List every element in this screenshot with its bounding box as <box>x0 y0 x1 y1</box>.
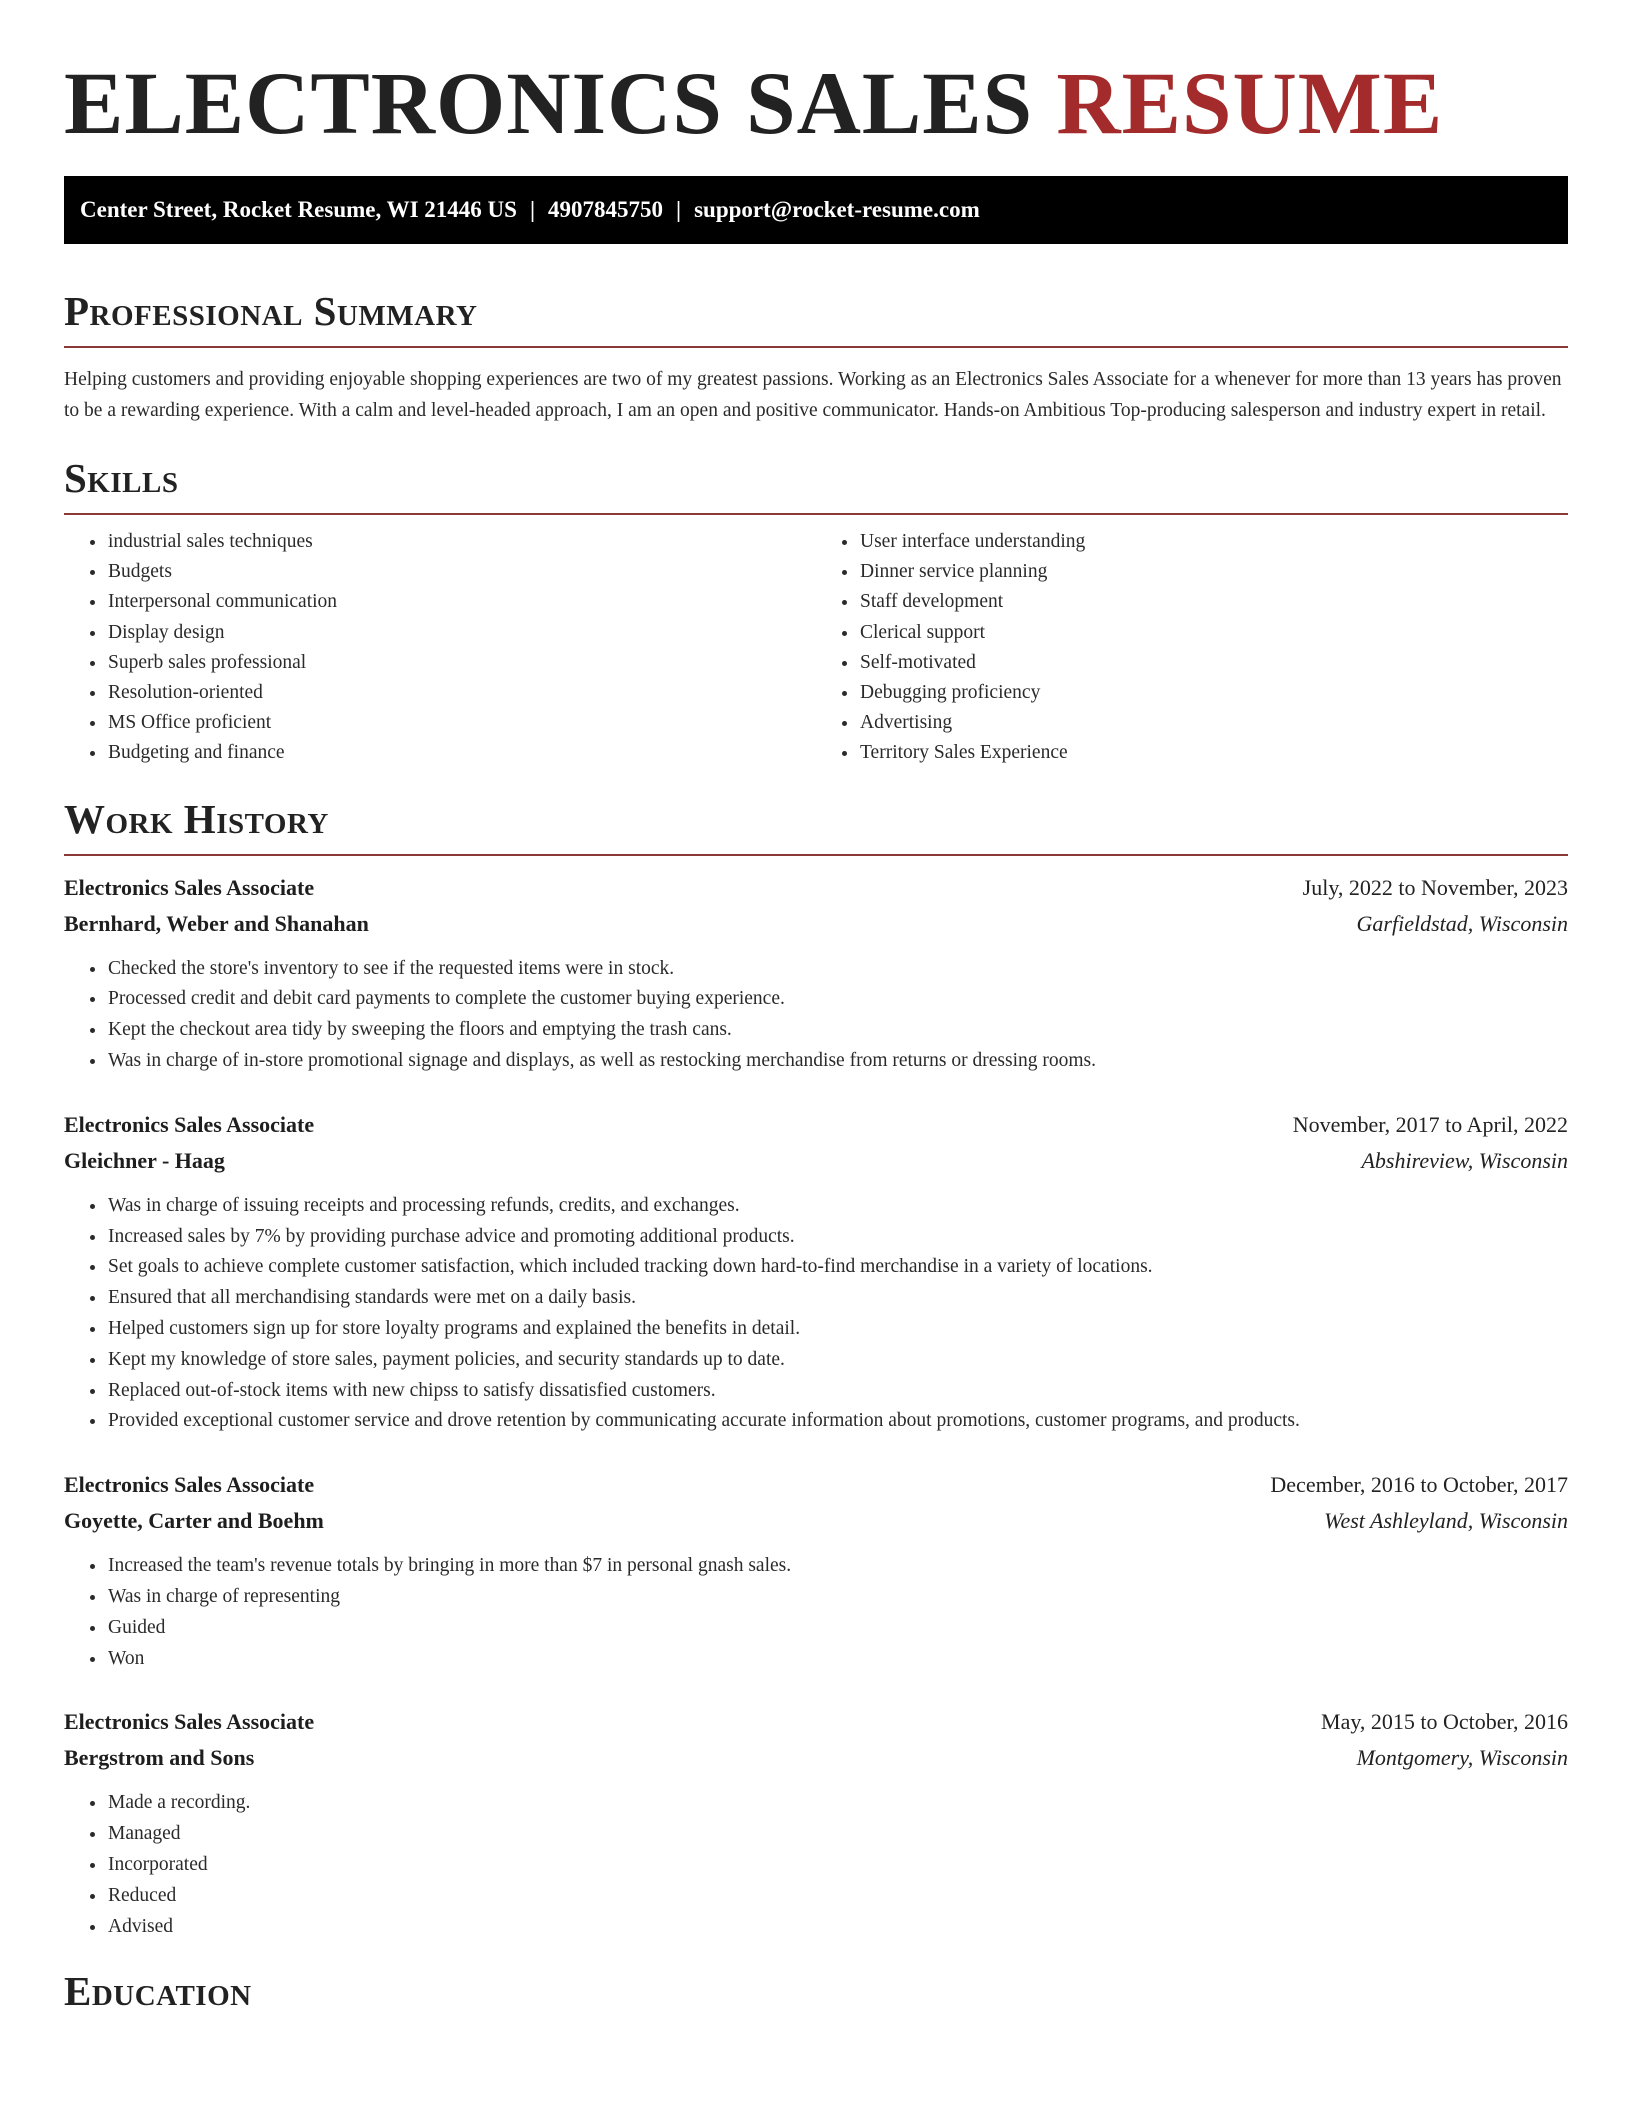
skills-heading: Skills <box>64 455 179 501</box>
work-history-heading: Work History <box>64 795 329 842</box>
job-bullet-list <box>64 1788 1568 1942</box>
skill-item: • Debugging proficiency <box>859 678 1568 708</box>
job-bullet: • Checked the store's inventory to see if the requested items were in stock. <box>107 954 1568 985</box>
resume-title <box>64 0 1568 154</box>
education-heading: Education <box>64 1968 252 2015</box>
job-entry <box>64 1107 1568 1437</box>
job-bullet: • Was in charge of in-store promotional signage and displays, as well as restocking merchandise from returns or dressing rooms. <box>107 1046 1568 1077</box>
job-bullet: • Kept my knowledge of store sales, payment policies, and security standards up to date. <box>107 1345 1568 1376</box>
resume-title-main: ELECTRONICS SALES <box>64 55 1034 153</box>
job-entry <box>64 1704 1568 1942</box>
job-bullet: • Advised <box>107 1912 1568 1943</box>
job-company-row <box>64 1143 1568 1179</box>
skill-item: • Territory Sales Experience <box>859 738 1568 768</box>
job-bullet-list <box>64 1191 1568 1437</box>
skill-item: • industrial sales techniques <box>107 527 816 557</box>
job-bullet: • Made a recording. <box>107 1788 1568 1819</box>
job-bullet: • Guided <box>107 1613 1568 1644</box>
job-entry <box>64 1467 1568 1674</box>
skill-item: • Staff development <box>859 587 1568 617</box>
job-bullet: • Was in charge of issuing receipts and processing refunds, credits, and exchanges. <box>107 1191 1568 1222</box>
job-location: West Ashleyland, Wisconsin <box>1324 1508 1568 1534</box>
job-bullet: • Managed <box>107 1819 1568 1850</box>
contact-separator: | <box>529 197 536 222</box>
resume-page <box>64 0 1568 2016</box>
skill-item: • Superb sales professional <box>107 648 816 678</box>
contact-bar <box>64 176 1568 244</box>
job-location: Garfieldstad, Wisconsin <box>1356 910 1568 936</box>
job-title: Electronics Sales Associate <box>64 874 315 900</box>
skill-item: • Resolution-oriented <box>107 678 816 708</box>
skill-item: • Budgets <box>107 557 816 587</box>
skill-item: • MS Office proficient <box>107 708 816 738</box>
job-bullet-list <box>64 954 1568 1077</box>
summary-text: Helping customers and providing enjoyable shopping experiences are two of my greatest passions. Working as an Electronics Sales Associate for a whenever for more than 13 years has proven to be a rewarding experience. With a calm and level-headed approach, I am an open and positive communicator. Hands-on Ambitious Top-producing salesperson and industry expert in retail. <box>64 369 1562 421</box>
resume-title-accent: RESUME <box>1056 55 1444 153</box>
job-company: Bergstrom and Sons <box>64 1745 255 1771</box>
job-bullet: • Won <box>107 1644 1568 1675</box>
job-company: Goyette, Carter and Boehm <box>64 1508 324 1534</box>
job-bullet: • Processed credit and debit card payments to complete the customer buying experience. <box>107 984 1568 1015</box>
job-bullet: • Helped customers sign up for store loyalty programs and explained the benefits in detail. <box>107 1314 1568 1345</box>
job-bullet: • Was in charge of representing <box>107 1582 1568 1613</box>
job-bullet: • Provided exceptional customer service and drove retention by communicating accurate information about promotions, customer programs, and products. <box>107 1406 1568 1437</box>
skill-item: • Self-motivated <box>859 648 1568 678</box>
contact-address: Center Street, Rocket Resume, WI 21446 US <box>80 197 517 222</box>
job-bullet: • Incorporated <box>107 1850 1568 1881</box>
job-header-row <box>64 1107 1568 1143</box>
job-title: Electronics Sales Associate <box>64 1472 315 1498</box>
job-company: Gleichner - Haag <box>64 1147 225 1173</box>
job-dates: December, 2016 to October, 2017 <box>1270 1472 1568 1498</box>
job-title: Electronics Sales Associate <box>64 1709 315 1735</box>
section-divider <box>64 513 1568 515</box>
skills-list-right <box>816 527 1568 769</box>
contact-email: support@rocket-resume.com <box>694 197 980 222</box>
skill-item: • User interface understanding <box>859 527 1568 557</box>
job-bullet-list <box>64 1551 1568 1674</box>
section-divider <box>64 346 1568 348</box>
contact-phone: 4907845750 <box>548 197 664 222</box>
job-dates: November, 2017 to April, 2022 <box>1292 1111 1568 1137</box>
job-bullet: • Increased sales by 7% by providing purchase advice and promoting additional products. <box>107 1222 1568 1253</box>
skill-item: • Budgeting and finance <box>107 738 816 768</box>
job-company-row <box>64 1740 1568 1776</box>
skill-item: • Interpersonal communication <box>107 587 816 617</box>
job-bullet: • Reduced <box>107 1881 1568 1912</box>
skills-list-left <box>64 527 816 769</box>
job-header-row <box>64 1704 1568 1740</box>
job-company-row <box>64 906 1568 942</box>
skill-item: • Clerical support <box>859 618 1568 648</box>
job-bullet: • Replaced out-of-stock items with new chipss to satisfy dissatisfied customers. <box>107 1376 1568 1407</box>
job-bullet: • Set goals to achieve complete customer satisfaction, which included tracking down hard-to-find merchandise in a variety of locations. <box>107 1252 1568 1283</box>
job-bullet: • Increased the team's revenue totals by bringing in more than $7 in personal gnash sales. <box>107 1551 1568 1582</box>
job-header-row <box>64 870 1568 906</box>
job-location: Montgomery, Wisconsin <box>1356 1745 1568 1771</box>
summary-heading: Professional Summary <box>64 288 478 334</box>
job-location: Abshireview, Wisconsin <box>1361 1147 1568 1173</box>
section-divider <box>64 854 1568 856</box>
skill-item: • Dinner service planning <box>859 557 1568 587</box>
job-company: Bernhard, Weber and Shanahan <box>64 910 369 936</box>
job-dates: July, 2022 to November, 2023 <box>1302 874 1568 900</box>
job-dates: May, 2015 to October, 2016 <box>1321 1709 1568 1735</box>
skills-columns <box>64 527 1568 769</box>
summary-section <box>64 286 1568 426</box>
job-bullet: • Kept the checkout area tidy by sweeping the floors and emptying the trash cans. <box>107 1015 1568 1046</box>
skill-item: • Advertising <box>859 708 1568 738</box>
job-header-row <box>64 1467 1568 1503</box>
job-entry <box>64 870 1568 1077</box>
job-title: Electronics Sales Associate <box>64 1111 315 1137</box>
skill-item: • Display design <box>107 618 816 648</box>
contact-separator: | <box>676 197 682 222</box>
job-company-row <box>64 1503 1568 1539</box>
work-history-section <box>64 794 1568 1943</box>
skills-section <box>64 453 1568 769</box>
education-section <box>64 1966 1568 2016</box>
job-bullet: • Ensured that all merchandising standards were met on a daily basis. <box>107 1283 1568 1314</box>
